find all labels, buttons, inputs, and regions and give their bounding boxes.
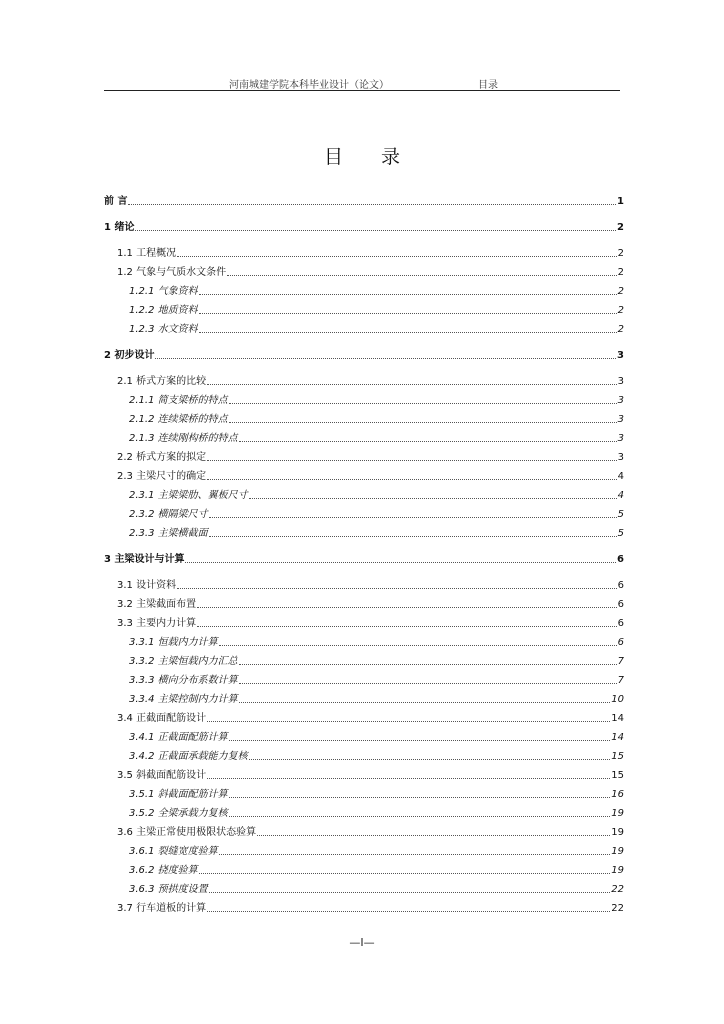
toc-entry-page: 7 (617, 656, 624, 667)
toc-entry[interactable] (104, 507, 624, 521)
toc-entry[interactable] (104, 246, 624, 260)
toc-entry-label: 2 初步设计 (104, 350, 155, 361)
toc-entry-page: 3 (617, 350, 624, 361)
toc-entry[interactable] (104, 526, 624, 540)
toc-entry[interactable] (104, 787, 624, 801)
header-section-name: 目录 (478, 80, 498, 91)
toc-entry[interactable] (104, 220, 624, 234)
toc-entry[interactable] (104, 844, 624, 858)
toc-leader-dots (207, 910, 610, 912)
toc-entry-label: 3.3.1 恒载内力计算 (129, 637, 218, 648)
toc-entry-label: 1.1 工程概况 (117, 248, 177, 259)
toc-entry-label: 2.1 桥式方案的比较 (117, 376, 207, 387)
toc-leader-dots (239, 440, 617, 442)
toc-entry[interactable] (104, 194, 624, 208)
toc-entry-label: 前 言 (104, 196, 128, 207)
toc-entry-page: 19 (611, 827, 624, 838)
toc-leader-dots (199, 293, 617, 295)
toc-entry-page: 3 (617, 433, 624, 444)
toc-leader-dots (197, 625, 617, 627)
header-thesis-title: 河南城建学院本科毕业设计（论文） (229, 80, 389, 91)
toc-leader-dots (207, 720, 610, 722)
toc-entry[interactable] (104, 348, 624, 362)
toc-entry[interactable] (104, 284, 624, 298)
toc-entry[interactable] (104, 673, 624, 687)
toc-entry[interactable] (104, 412, 624, 426)
toc-entry-page: 7 (617, 675, 624, 686)
toc-entry[interactable] (104, 616, 624, 630)
toc-leader-dots (209, 891, 611, 893)
toc-leader-dots (199, 872, 611, 874)
toc-leader-dots (239, 682, 617, 684)
toc-entry[interactable] (104, 374, 624, 388)
toc-entry-page: 3 (617, 395, 624, 406)
toc-entry-page: 14 (611, 713, 624, 724)
toc-entry-page: 19 (611, 865, 624, 876)
toc-entry[interactable] (104, 552, 624, 566)
toc-entry[interactable] (104, 806, 624, 820)
toc-leader-dots (207, 459, 617, 461)
toc-entry-label: 3 主梁设计与计算 (104, 554, 185, 565)
toc-entry[interactable] (104, 597, 624, 611)
toc-entry-page: 3 (617, 376, 624, 387)
toc-entry[interactable] (104, 431, 624, 445)
toc-entry-label: 2.3.1 主梁梁肋、翼板尺寸 (129, 490, 248, 501)
toc-leader-dots (229, 739, 611, 741)
toc-leader-dots (207, 478, 617, 480)
toc-leader-dots (209, 535, 617, 537)
toc-entry[interactable] (104, 393, 624, 407)
toc-entry-page: 2 (617, 324, 624, 335)
toc-entry-label: 3.6.2 挠度验算 (129, 865, 198, 876)
toc-leader-dots (155, 357, 616, 359)
toc-entry[interactable] (104, 635, 624, 649)
toc-leader-dots (177, 255, 617, 257)
toc-leader-dots (229, 815, 611, 817)
toc-entry-label: 2.1.1 简支梁桥的特点 (129, 395, 228, 406)
toc-entry-label: 2.1.3 连续刚构桥的特点 (129, 433, 238, 444)
toc-entry-label: 3.4.2 正截面承载能力复核 (129, 751, 248, 762)
toc-leader-dots (177, 587, 617, 589)
toc-entry-label: 3.5.1 斜截面配筋计算 (129, 789, 228, 800)
toc-entry-label: 3.5 斜截面配筋设计 (117, 770, 207, 781)
toc-entry[interactable] (104, 863, 624, 877)
toc-entry[interactable] (104, 711, 624, 725)
toc-leader-dots (229, 402, 617, 404)
toc-entry-label: 2.3.2 横隔梁尺寸 (129, 509, 208, 520)
toc-entry[interactable] (104, 450, 624, 464)
toc-entry-page: 5 (617, 509, 624, 520)
toc-entry[interactable] (104, 825, 624, 839)
toc-entry-page: 6 (617, 618, 624, 629)
toc-entry-label: 3.3.2 主梁恒载内力汇总 (129, 656, 238, 667)
toc-entry[interactable] (104, 303, 624, 317)
toc-entry-page: 6 (617, 637, 624, 648)
toc-leader-dots (135, 229, 616, 231)
toc-entry-label: 1.2 气象与气质水文条件 (117, 267, 227, 278)
toc-leader-dots (249, 758, 611, 760)
toc-leader-dots (229, 421, 617, 423)
toc-entry[interactable] (104, 265, 624, 279)
toc-title: 目 录 (323, 146, 417, 168)
toc-entry-label: 3.4.1 正截面配筋计算 (129, 732, 228, 743)
toc-entry-label: 1 绪论 (104, 222, 135, 233)
toc-entry-page: 6 (617, 599, 624, 610)
toc-entry-page: 1 (617, 196, 624, 207)
toc-entry-label: 3.5.2 全梁承载力复核 (129, 808, 228, 819)
toc-entry[interactable] (104, 469, 624, 483)
toc-entry-page: 2 (617, 286, 624, 297)
page-header (104, 74, 620, 91)
toc-leader-dots (207, 777, 610, 779)
toc-entry-page: 16 (611, 789, 624, 800)
toc-entry-label: 3.6.3 预拱度设置 (129, 884, 208, 895)
toc-entry-page: 10 (611, 694, 624, 705)
toc-entry[interactable] (104, 692, 624, 706)
toc-entry-page: 2 (617, 305, 624, 316)
toc-entry[interactable] (104, 488, 624, 502)
toc-leader-dots (239, 701, 611, 703)
toc-entry-label: 3.7 行车道板的计算 (117, 903, 207, 914)
toc-entry-page: 4 (617, 490, 624, 501)
toc-leader-dots (257, 834, 610, 836)
toc-entry-label: 1.2.2 地质资料 (129, 305, 198, 316)
toc-entry-page: 22 (611, 903, 624, 914)
toc-leader-dots (227, 274, 617, 276)
toc-leader-dots (199, 312, 617, 314)
toc-entry-label: 3.3.3 横向分布系数计算 (129, 675, 238, 686)
toc-entry-page: 15 (611, 770, 624, 781)
toc-entry-label: 2.3.3 主梁横截面 (129, 528, 208, 539)
toc-entry[interactable] (104, 578, 624, 592)
toc-leader-dots (219, 853, 611, 855)
toc-entry-page: 14 (611, 732, 624, 743)
toc-entry-label: 3.6 主梁正常使用极限状态验算 (117, 827, 257, 838)
toc-entry-page: 3 (617, 452, 624, 463)
toc-entry-page: 3 (617, 414, 624, 425)
toc-entry-label: 3.6.1 裂缝宽度验算 (129, 846, 218, 857)
toc-leader-dots (199, 331, 617, 333)
toc-entry-page: 5 (617, 528, 624, 539)
toc-entry-label: 2.3 主梁尺寸的确定 (117, 471, 207, 482)
toc-entry[interactable] (104, 901, 624, 915)
toc-entry-label: 1.2.3 水文资料 (129, 324, 198, 335)
toc-leader-dots (197, 606, 617, 608)
toc-entry[interactable] (104, 322, 624, 336)
toc-entry[interactable] (104, 654, 624, 668)
toc-entry-page: 2 (617, 222, 624, 233)
toc-entry[interactable] (104, 730, 624, 744)
toc-entry[interactable] (104, 882, 624, 896)
toc-entry-label: 3.1 设计资料 (117, 580, 177, 591)
toc-entry-label: 3.4 正截面配筋设计 (117, 713, 207, 724)
toc-entry[interactable] (104, 749, 624, 763)
toc-leader-dots (239, 663, 617, 665)
toc-entry-page: 15 (611, 751, 624, 762)
toc-leader-dots (185, 561, 616, 563)
toc-leader-dots (128, 203, 616, 205)
toc-entry-label: 3.3.4 主梁控制内力计算 (129, 694, 238, 705)
toc-leader-dots (249, 497, 617, 499)
toc-leader-dots (209, 516, 617, 518)
toc-entry-page: 19 (611, 846, 624, 857)
toc-entry[interactable] (104, 768, 624, 782)
toc-entry-label: 2.1.2 连续梁桥的特点 (129, 414, 228, 425)
toc-entry-page: 2 (617, 267, 624, 278)
toc-entry-label: 3.3 主要内力计算 (117, 618, 197, 629)
toc-leader-dots (207, 383, 617, 385)
toc-entry-label: 1.2.1 气象资料 (129, 286, 198, 297)
toc-entry-page: 6 (617, 554, 624, 565)
toc-entry-page: 4 (617, 471, 624, 482)
toc-entry-page: 6 (617, 580, 624, 591)
toc-entry-page: 2 (617, 248, 624, 259)
page-number-footer: —I— (349, 936, 375, 949)
toc-entry-label: 3.2 主梁截面布置 (117, 599, 197, 610)
toc-leader-dots (219, 644, 617, 646)
toc-entry-page: 22 (611, 884, 624, 895)
toc-leader-dots (229, 796, 611, 798)
toc-entry-label: 2.2 桥式方案的拟定 (117, 452, 207, 463)
toc-entry-page: 19 (611, 808, 624, 819)
